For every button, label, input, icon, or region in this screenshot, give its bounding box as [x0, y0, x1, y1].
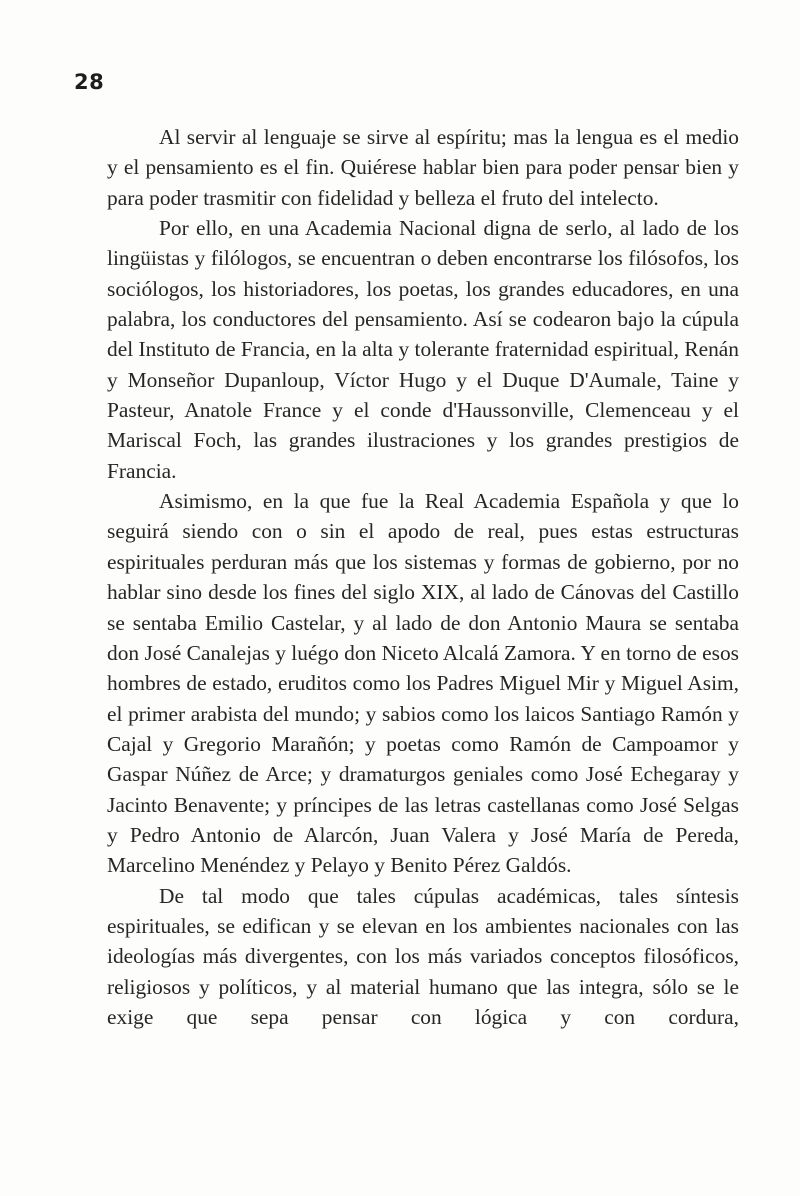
paragraph: Asimismo, en la que fue la Real Academia Española y que lo seguirá siendo con o sin el apodo de real, pues estas estructuras espirituales perduran más que los sistemas y formas de gobierno, por no hablar sino desde los fines del siglo XIX, al lado de Cánovas del Castillo se sentaba Emilio Castelar, y al lado de don Antonio Maura se sentaba don José Canalejas y luégo don Niceto Alcalá Zamora. Y en torno de esos hombres de estado, eruditos como los Padres Miguel Mir y Miguel Asim, el primer arabista del mundo; y sabios como los laicos Santiago Ramón y Cajal y Gregorio Marañón; y poetas como Ramón de Campoamor y Gaspar Núñez de Arce; y dramaturgos geniales como José Echegaray y Jacinto Benavente; y príncipes de las letras castellanas como José Selgas y Pedro Antonio de Alarcón, Juan Valera y José María de Pereda, Marcelino Menéndez y Pelayo y Benito Pérez Galdós. [107, 489, 739, 878]
paragraph: Por ello, en una Academia Nacional digna de serlo, al lado de los lingüistas y filólogos, se encuentran o deben encontrarse los filósofos, los sociólogos, los historiadores, los poetas, los grandes educadores, en una palabra, los conductores del pensamiento. Así se codearon bajo la cúpula del Instituto de Francia, en la alta y tolerante fraternidad espiritual, Renán y Monseñor Dupanloup, Víctor Hugo y el Duque D'Aumale, Taine y Pasteur, Anatole France y el conde d'Haussonville, Clemenceau y el Mariscal Foch, las grandes ilustraciones y los grandes prestigios de Francia. [107, 216, 739, 483]
paragraph: De tal modo que tales cúpulas académicas, tales síntesis espirituales, se edifican y se elevan en los ambientes nacionales con las ideologías más divergentes, con los más variados conceptos filosóficos, religiosos y políticos, y al material humano que las integra, sólo se le exige que sepa pensar con lógica y con cordura, [107, 883, 739, 1029]
page-number: 28 [74, 70, 105, 94]
paragraph: Al servir al lenguaje se sirve al espíritu; mas la lengua es el medio y el pensamiento es el fin. Quiérese hablar bien para poder pensar bien y para poder trasmitir con fidelidad y belleza el fruto del intelecto. [107, 125, 739, 210]
body-text [107, 122, 739, 1032]
